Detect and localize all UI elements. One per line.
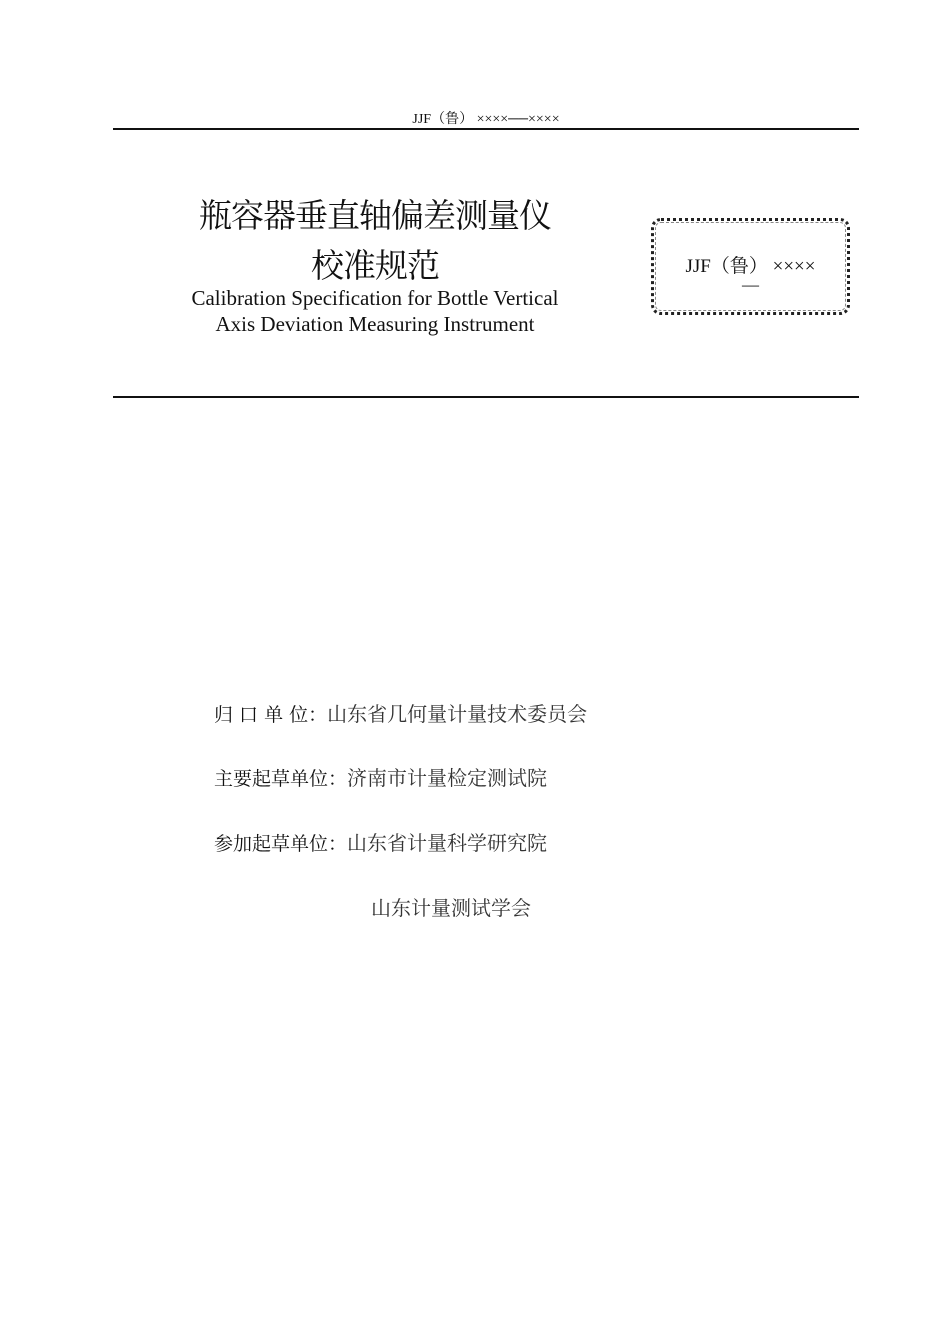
unit-value: 山东省计量科学研究院 — [347, 831, 548, 855]
unit-row — [214, 698, 587, 727]
unit-value: 山东计量测试学会 — [371, 896, 531, 920]
unit-value: 山东省几何量计量技术委员会 — [327, 702, 588, 726]
unit-label: 主要起草单位： — [214, 768, 348, 790]
code-frame — [651, 218, 850, 315]
unit-label: 参加起草单位： — [214, 833, 348, 855]
frame-dash: — — [742, 275, 759, 294]
title-en-line1: Calibration Specification for Bottle Vertical — [191, 286, 559, 310]
header-rule — [113, 128, 859, 130]
unit-row — [214, 827, 547, 856]
title-rule — [113, 396, 859, 398]
unit-row — [214, 762, 547, 791]
unit-label: 归 口 单 位： — [214, 704, 328, 726]
title-cn-line1: 瓶容器垂直轴偏差测量仪 — [199, 196, 551, 235]
title-en-line2: Axis Deviation Measuring Instrument — [215, 312, 535, 336]
unit-row — [371, 892, 531, 921]
title-cn-line2: 校准规范 — [311, 246, 439, 285]
frame-code: JJF（鲁） ×××× — [685, 256, 816, 277]
header-code: JJF（鲁） ××××──×××× — [412, 112, 560, 127]
unit-value: 济南市计量检定测试院 — [347, 766, 548, 790]
